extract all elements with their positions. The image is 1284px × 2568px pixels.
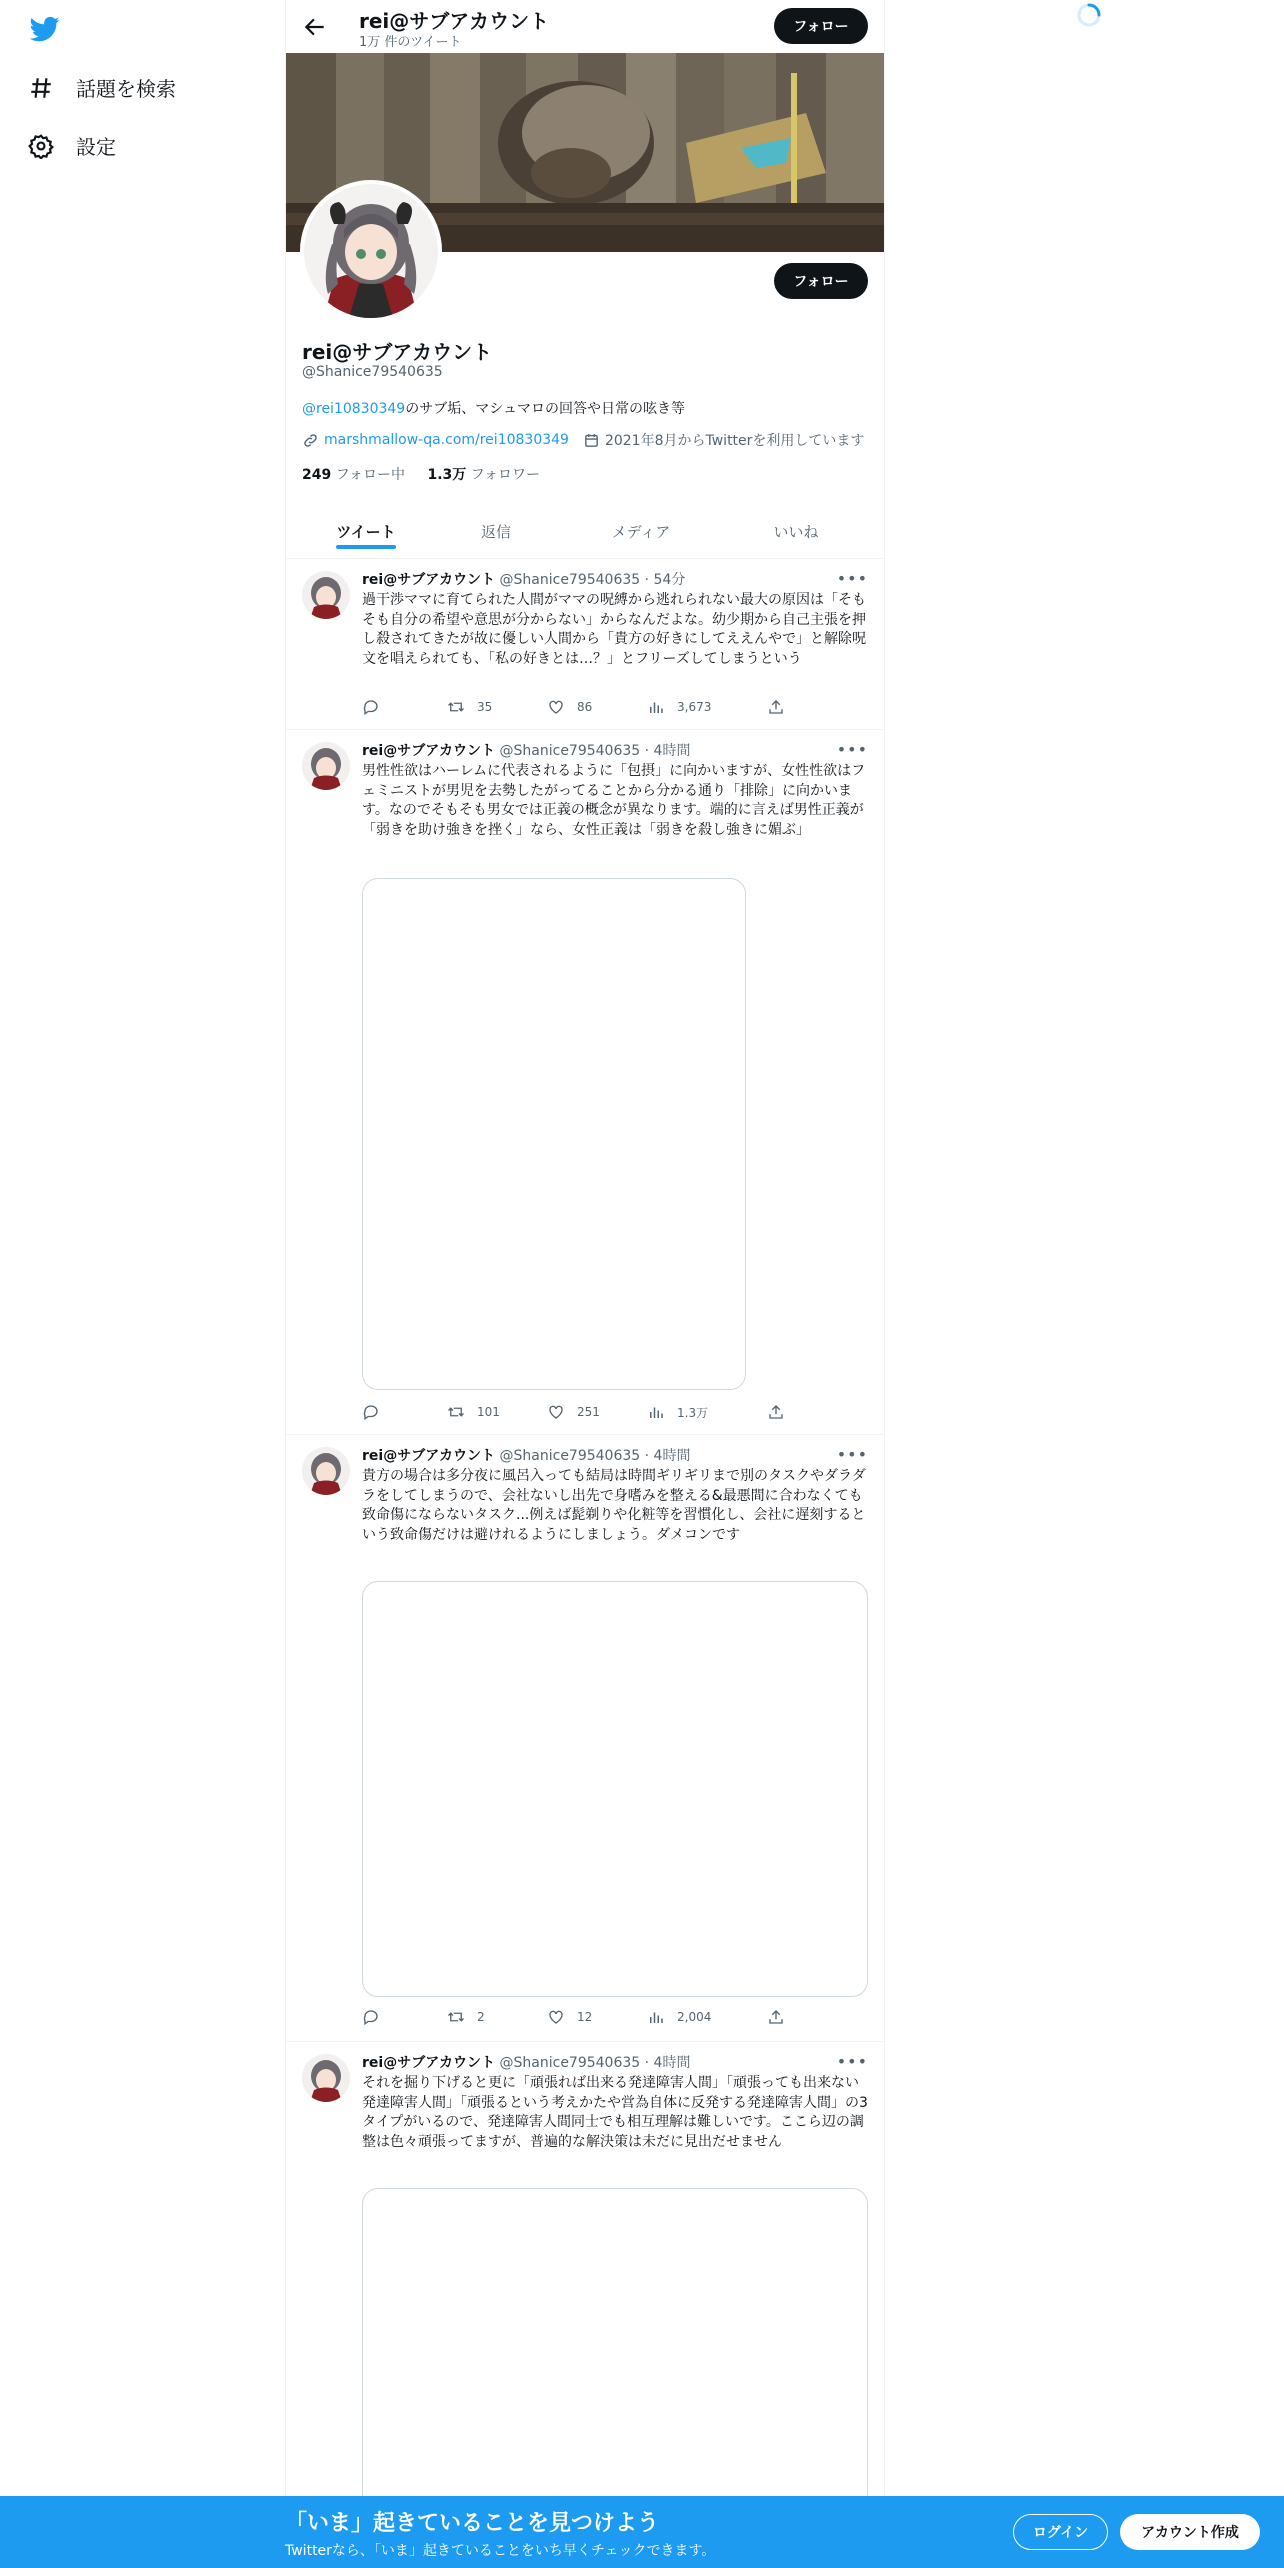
tweet-handle-time: @Shanice79540635 · 4時間	[499, 2055, 691, 2071]
retweet-button[interactable]	[447, 1403, 500, 1421]
share-button[interactable]	[767, 1403, 785, 1421]
main-column	[285, 0, 885, 2568]
profile-website-link[interactable]: marshmallow-qa.com/rei10830349	[324, 432, 569, 448]
like-button[interactable]	[547, 1403, 600, 1421]
tweet-author-name[interactable]: rei@サブアカウント	[362, 572, 496, 588]
sidebar-item-settings[interactable]	[28, 131, 116, 160]
tweet-avatar[interactable]	[302, 1447, 350, 1495]
reply-icon	[362, 2008, 380, 2026]
sidebar-item-label: 話題を検索	[76, 77, 176, 101]
tab-tweets[interactable]: ツイート	[336, 523, 396, 541]
retweet-icon	[447, 2008, 465, 2026]
tweet-avatar[interactable]	[302, 571, 350, 619]
header-tweet-count: 1万 件のツイート	[359, 35, 462, 50]
tweet-author-name[interactable]: rei@サブアカウント	[362, 2055, 496, 2071]
tweet-media[interactable]	[362, 878, 746, 1390]
hashtag-icon	[28, 75, 54, 101]
tweet-avatar[interactable]	[302, 742, 350, 790]
analytics-icon	[647, 698, 665, 716]
bio-mention-link[interactable]: @rei10830349	[302, 401, 406, 417]
views-button[interactable]	[647, 2008, 711, 2026]
analytics-icon	[647, 1403, 665, 1421]
followers-count-link[interactable]: 1.3万 フォロワー	[427, 467, 541, 483]
sidebar-item-explore[interactable]	[28, 73, 176, 102]
analytics-icon	[647, 2008, 665, 2026]
share-button[interactable]	[767, 2008, 785, 2026]
profile-handle: @Shanice79540635	[302, 364, 443, 380]
twitter-bird-icon[interactable]	[28, 14, 62, 44]
share-icon	[767, 1403, 785, 1421]
retweet-count: 35	[477, 700, 493, 714]
view-count: 2,004	[677, 2010, 712, 2024]
signup-prompt-title: 「いま」起きていることを見つけよう	[285, 2511, 660, 2536]
tweet-text: それを掘り下げると更に「頑張れば出来る発達障害人間」「頑張っても出来ない発達障害人間」「頑張るという考えかたや営為自体に反発する発達障害人間」の3タイプがいるので、発達障害人間同士でも相互理解は難しいです。ここら辺の調整は色々頑張ってますが、普遍的な解決策は未だに見出だせません	[362, 2075, 868, 2150]
tweet-actions	[362, 698, 802, 720]
profile-header-bar	[286, 0, 884, 53]
heart-icon	[547, 1403, 565, 1421]
header-follow-button[interactable]: フォロー	[774, 8, 868, 44]
tweet-author-name[interactable]: rei@サブアカウント	[362, 1448, 496, 1464]
tweet-header	[362, 569, 685, 589]
like-button[interactable]	[547, 698, 592, 716]
retweet-count: 2	[477, 2010, 485, 2024]
retweet-button[interactable]	[447, 2008, 485, 2026]
profile-tabs	[286, 505, 884, 559]
more-options-icon[interactable]: •••	[836, 740, 868, 759]
tweet-author-name[interactable]: rei@サブアカウント	[362, 743, 496, 759]
view-count: 3,673	[677, 700, 712, 714]
share-icon	[767, 698, 785, 716]
tweet[interactable]	[286, 2042, 884, 2568]
create-account-button[interactable]: アカウント作成	[1120, 2514, 1260, 2550]
reply-icon	[362, 1403, 380, 1421]
tweet[interactable]	[286, 559, 884, 730]
bio-text: のサブ垢、マシュマロの回答や日常の呟き等	[405, 401, 685, 417]
tweet[interactable]	[286, 730, 884, 1435]
heart-icon	[547, 2008, 565, 2026]
profile-stats	[302, 464, 540, 484]
header-account-name: rei@サブアカウント	[359, 9, 550, 33]
tweet-text: 貴方の場合は多分夜に風呂入っても結局は時間ギリギリまで別のタスクやダラダラをしてしまうので、会社ないし出先で身嗜みを整える&最悪間に合わなくても致命傷にならないタスク...例えば髭剃りや化粧等を習慣化し、会社に遅刻するという致命傷だけは避けれるようにしましょう。ダメコンです	[362, 1468, 866, 1543]
tweet-handle-time: @Shanice79540635 · 4時間	[499, 743, 691, 759]
following-count-link[interactable]: 249 フォロー中	[302, 467, 405, 483]
profile-meta	[302, 430, 864, 450]
back-arrow-icon[interactable]	[302, 14, 328, 40]
tab-replies[interactable]: 返信	[480, 523, 511, 541]
share-button[interactable]	[767, 698, 785, 716]
tweet-header	[362, 2052, 690, 2072]
retweet-icon	[447, 698, 465, 716]
reply-button[interactable]	[362, 1403, 392, 1421]
profile-bio	[302, 398, 685, 418]
tweet-text: 過干渉ママに育てられた人間がママの呪縛から逃れられない最大の原因は「そもそも自分の希望や意思が分からない」からなんだよな。幼少期から自己主張を押し殺されてきたが故に優しい人間から「貴方の好きにしてええんやで」と解除呪文を唱えられても、「私の好きとは…？」とフリーズしてしまうという	[362, 592, 866, 667]
tweet-avatar[interactable]	[302, 2054, 350, 2102]
profile-display-name: rei@サブアカウント	[302, 340, 493, 364]
reply-button[interactable]	[362, 698, 392, 716]
retweet-count: 101	[477, 1405, 500, 1419]
tweet-actions	[362, 1403, 802, 1425]
signup-prompt-subtitle: Twitterなら、「いま」起きていることをいち早くチェックできます。	[285, 2543, 716, 2559]
active-tab-indicator	[336, 545, 396, 549]
like-count: 251	[577, 1405, 600, 1419]
retweet-icon	[447, 1403, 465, 1421]
tweet-handle-time: @Shanice79540635 · 4時間	[499, 1448, 691, 1464]
share-icon	[767, 2008, 785, 2026]
tab-likes[interactable]: いいね	[773, 523, 819, 541]
reply-button[interactable]	[362, 2008, 392, 2026]
signup-prompt-bar	[0, 2496, 1284, 2568]
gear-icon	[28, 133, 54, 159]
tab-media[interactable]: メディア	[611, 523, 671, 541]
tweet-actions	[362, 2008, 802, 2030]
tweet-media[interactable]	[362, 1581, 868, 1997]
views-button[interactable]	[647, 1403, 708, 1421]
tweet-handle-time: @Shanice79540635 · 54分	[499, 572, 686, 588]
tweet[interactable]	[286, 1435, 884, 2042]
more-options-icon[interactable]: •••	[836, 569, 868, 588]
view-count: 1.3万	[677, 1405, 709, 1420]
like-count: 12	[577, 2010, 593, 2024]
calendar-icon	[583, 432, 600, 449]
retweet-button[interactable]	[447, 698, 492, 716]
login-button[interactable]: ログイン	[1013, 2514, 1108, 2550]
more-options-icon[interactable]: •••	[836, 1445, 868, 1464]
like-button[interactable]	[547, 2008, 592, 2026]
heart-icon	[547, 698, 565, 716]
profile-follow-button[interactable]: フォロー	[774, 263, 868, 299]
profile-avatar[interactable]	[300, 180, 442, 322]
loading-spinner-icon	[1076, 2, 1102, 28]
sidebar-item-label: 設定	[76, 135, 116, 159]
tweet-header	[362, 1445, 690, 1465]
link-icon	[302, 432, 319, 449]
like-count: 86	[577, 700, 593, 714]
views-button[interactable]	[647, 698, 711, 716]
tweet-header	[362, 740, 690, 760]
reply-icon	[362, 698, 380, 716]
tweet-text: 男性性欲はハーレムに代表されるように「包摂」に向かいますが、女性性欲はフェミニストが男児を去勢したがってることから分かる通り「排除」に向かいます。なのでそもそも男女では正義の概念が異なります。端的に言えば男性正義が「弱きを助け強きを挫く」なら、女性正義は「弱きを殺し強きに媚ぶ」	[362, 763, 866, 838]
more-options-icon[interactable]: •••	[836, 2052, 868, 2071]
profile-joined-date: 2021年8月からTwitterを利用しています	[604, 433, 865, 449]
